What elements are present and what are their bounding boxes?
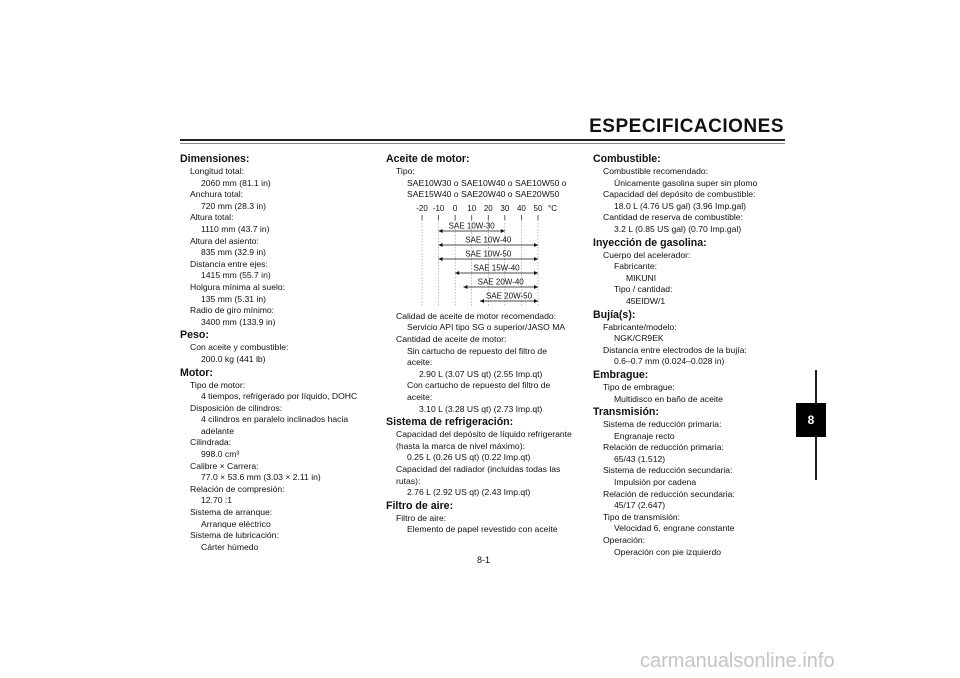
section-heading: Inyección de gasolina: <box>593 236 707 249</box>
section-heading: Transmisión: <box>593 406 659 419</box>
spec-label: Sin cartucho de repuesto del filtro de <box>407 345 547 356</box>
section-heading: Motor: <box>180 366 213 379</box>
spec-value: Velocidad 6, engrane constante <box>614 523 735 534</box>
spec-label: Longitud total: <box>190 166 244 176</box>
spec-label: Calibre × Carrera: <box>190 460 259 471</box>
spec-label: Filtro de aire: <box>396 512 447 523</box>
spec-label: Tipo / cantidad: <box>614 284 673 295</box>
header-rule <box>180 139 785 141</box>
section-heading: Combustible: <box>593 153 661 165</box>
chart-series-label: SAE 10W-50 <box>465 249 512 259</box>
chart-arrow-right <box>534 285 538 289</box>
chart-unit-label: °C <box>548 203 557 213</box>
spec-label: Tipo: <box>396 166 415 176</box>
oil-viscosity-chart-svg <box>394 201 557 311</box>
chart-tick-label: 0 <box>452 203 458 213</box>
chart-tick-label: 50 <box>533 203 543 213</box>
column-2 <box>386 152 586 536</box>
chart-arrow-right <box>534 299 538 303</box>
chart-arrow-right <box>534 271 538 275</box>
spec-value: Servicio API tipo SG o superior/JASO MA <box>407 322 566 333</box>
section-heading: Embrague: <box>593 368 649 381</box>
spec-value: 45EIDW/1 <box>626 295 666 306</box>
chart-series-label: SAE 10W-30 <box>448 221 495 231</box>
spec-label: Sistema de reducción secundaria: <box>603 465 733 476</box>
spec-label: Capacidad del depósito de combustible: <box>603 189 756 200</box>
spec-value: Multidisco en baño de aceite <box>614 393 723 404</box>
spec-label: aceite: <box>407 391 433 402</box>
spec-label: Sistema de arranque: <box>190 507 273 518</box>
chart-arrow-left <box>455 271 459 275</box>
spec-label: Relación de compresión: <box>190 483 285 494</box>
spec-label: rutas): <box>396 475 421 486</box>
chart-series-label: SAE 15W-40 <box>473 263 520 273</box>
spec-label: Con aceite y combustible: <box>190 342 289 353</box>
chart-tick-label: 20 <box>483 203 493 213</box>
spec-label: Cantidad de reserva de combustible: <box>603 212 743 223</box>
spec-label: Fabricante/modelo: <box>603 321 677 332</box>
spec-label: Holgura mínima al suelo: <box>190 281 286 292</box>
section-heading: Peso: <box>180 329 209 342</box>
spec-value: 3.10 L (3.28 US qt) (2.73 Imp.qt) <box>419 403 543 414</box>
spec-value: 65/43 (1.512) <box>614 453 666 464</box>
chart-arrow-right <box>534 243 538 247</box>
spec-value: 4 cilindros en paralelo inclinados hacia <box>201 414 349 425</box>
chart-tick-label: 10 <box>467 203 477 213</box>
spec-label: Tipo de embrague: <box>603 381 675 392</box>
spec-value: 0.6–0.7 mm (0.024–0.028 in) <box>614 356 725 367</box>
spec-value: 0.25 L (0.26 US qt) (0.22 Imp.qt) <box>407 452 531 463</box>
watermark: carmanualsonline.info <box>640 650 835 672</box>
spec-label: Con cartucho de repuesto del filtro de <box>407 380 551 391</box>
spec-label: Altura del asiento: <box>190 235 259 246</box>
page-number: 8-1 <box>477 555 491 565</box>
spec-label: Anchura total: <box>190 189 244 200</box>
spec-label: Sistema de reducción primaria: <box>603 419 722 430</box>
spec-value: 4 tiempos, refrigerado por líquido, DOHC <box>201 391 358 402</box>
spec-label: Distancia entre electrodos de la bujía: <box>603 344 747 355</box>
spec-value: 1110 mm (43.7 in) <box>201 223 270 234</box>
spec-label: Tipo de motor: <box>190 379 246 390</box>
chart-arrow-left <box>439 243 443 247</box>
spec-value: NGK/CR9EK <box>614 333 664 344</box>
chart-tick-label: 30 <box>500 203 510 213</box>
section-heading: Dimensiones: <box>180 153 250 165</box>
chart-tick-label: 40 <box>516 203 526 213</box>
chart-tick-label: -20 <box>416 203 428 213</box>
spec-value: 3400 mm (133.9 in) <box>201 316 276 327</box>
spec-value: MIKUNI <box>626 272 657 283</box>
spec-label: Sistema de lubricación: <box>190 530 279 541</box>
chart-arrow-left <box>480 299 484 303</box>
spec-value: Únicamente gasolina super sin plomo <box>614 177 758 188</box>
chart-series-label: SAE 10W-40 <box>465 235 512 245</box>
spec-label: Cilindrada: <box>190 437 232 448</box>
chart-arrow-right <box>534 257 538 261</box>
column-3 <box>593 152 788 558</box>
spec-label: Calidad de aceite de motor recomendado: <box>396 310 557 321</box>
spec-value: 135 mm (5.31 in) <box>201 293 266 304</box>
spec-value: 200.0 kg (441 lb) <box>201 353 266 364</box>
spec-value: 2.76 L (2.92 US qt) (2.43 Imp.qt) <box>407 487 531 498</box>
spec-label: Relación de reducción secundaria: <box>603 488 735 499</box>
spec-value: 998.0 cm³ <box>201 449 240 460</box>
spec-label: Cuerpo del acelerador: <box>603 249 691 260</box>
chart-tick-label: -10 <box>432 203 445 213</box>
spec-label: Capacidad del depósito de líquido refrigerante <box>396 429 572 440</box>
spec-label: Altura total: <box>190 212 234 223</box>
chart-arrow-left <box>439 257 443 261</box>
spec-label: Distancia entre ejes: <box>190 258 268 269</box>
spec-value: Cárter húmedo <box>201 541 259 552</box>
spec-value: Impulsión por cadena <box>614 477 697 488</box>
chart-arrow-left <box>463 285 467 289</box>
section-heading: Sistema de refrigeración: <box>386 416 514 429</box>
spec-label: Fabricante: <box>614 261 657 272</box>
section-heading: Bujía(s): <box>593 308 636 321</box>
chart-arrow-left <box>439 229 443 233</box>
spec-value: Operación con pie izquierdo <box>614 546 722 557</box>
chart-series-label: SAE 20W-40 <box>477 277 524 287</box>
spec-label: Relación de reducción primaria: <box>603 442 724 453</box>
spec-value: Arranque eléctrico <box>201 518 271 529</box>
section-heading: Filtro de aire: <box>386 499 454 512</box>
chart-series-label: SAE 20W-50 <box>485 291 533 301</box>
spec-value: SAE10W30 o SAE10W40 o SAE10W50 o <box>407 177 567 188</box>
header-subrule <box>180 143 785 144</box>
spec-value: Elemento de papel revestido con aceite <box>407 524 558 535</box>
page-title: ESPECIFICACIONES <box>589 116 784 137</box>
spec-label: Disposición de cilindros: <box>190 402 283 413</box>
spec-value: 12.70 :1 <box>201 495 233 506</box>
spec-value: 835 mm (32.9 in) <box>201 247 266 258</box>
spec-label: (hasta la marca de nivel máximo): <box>396 440 525 451</box>
chapter-tab: 8 <box>796 403 826 437</box>
spec-value: adelante <box>201 425 234 436</box>
spec-value: SAE15W40 o SAE20W40 o SAE20W50 <box>407 189 560 200</box>
oil-viscosity-chart <box>394 201 557 311</box>
spec-value: 77.0 × 53.6 mm (3.03 × 2.11 in) <box>201 472 321 483</box>
spec-value: 18.0 L (4.76 US gal) (3.96 Imp.gal) <box>614 200 746 211</box>
spec-value: 3.2 L (0.85 US gal) (0.70 Imp.gal) <box>614 223 742 234</box>
section-heading: Aceite de motor: <box>386 153 470 165</box>
spec-label: Tipo de transmisión: <box>603 511 681 522</box>
spec-value: 2060 mm (81.1 in) <box>201 177 271 188</box>
column-1 <box>180 152 375 553</box>
chart-arrow-right <box>501 229 505 233</box>
spec-value: 2.90 L (3.07 US qt) (2.55 Imp.qt) <box>419 368 543 379</box>
spec-value: Engranaje recto <box>614 430 675 441</box>
spec-label: Operación: <box>603 535 646 546</box>
spec-value: 45/17 (2.647) <box>614 500 666 511</box>
spec-label: aceite: <box>407 357 433 368</box>
spec-label: Capacidad del radiador (incluidas todas las <box>396 463 561 474</box>
spec-label: Radio de giro mínimo: <box>190 305 275 316</box>
spec-value: 720 mm (28.3 in) <box>201 200 266 211</box>
spec-value: 1415 mm (55.7 in) <box>201 270 271 281</box>
spec-label: Cantidad de aceite de motor: <box>396 333 507 344</box>
spec-label: Combustible recomendado: <box>603 166 709 176</box>
